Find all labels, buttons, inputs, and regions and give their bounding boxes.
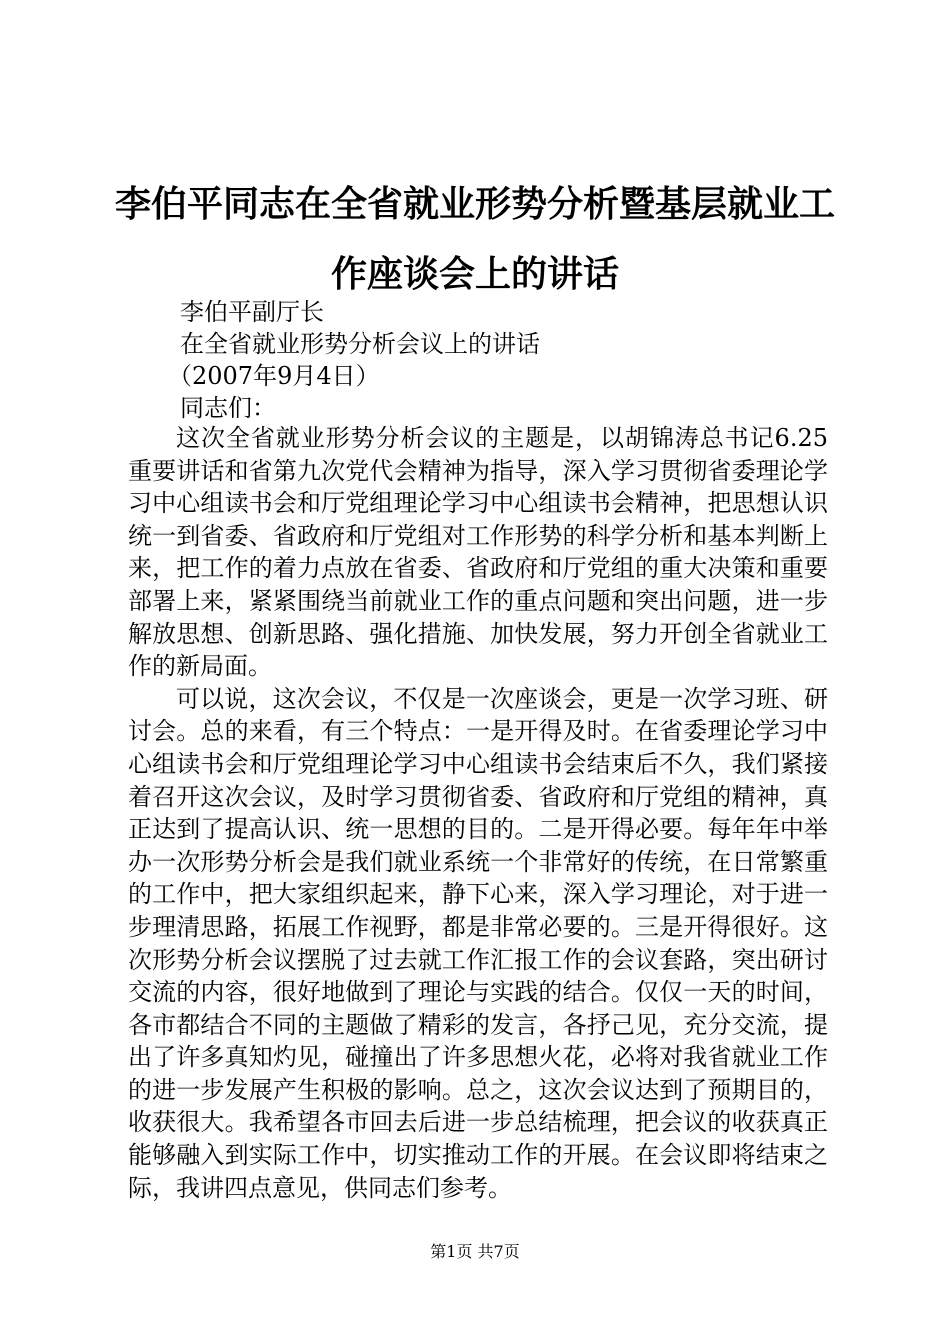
salutation: 同志们： xyxy=(180,394,276,422)
speech-date: （2007年9月4日） xyxy=(168,362,380,390)
speaker-name: 李伯平副厅长 xyxy=(180,298,324,326)
document-body xyxy=(128,422,828,1204)
title-line-2: 作座谈会上的讲话 xyxy=(330,254,619,295)
page-number-footer: 第1页 共7页 xyxy=(430,1242,520,1261)
document-meta xyxy=(168,296,860,424)
paragraph: 这次全省就业形势分析会议的主题是，以胡锦涛总书记6.25重要讲话和省第九次党代会精神为指导，深入学习贯彻省委理论学习中心组读书会和厅党组理论学习中心组读书会精神，把思想认识统一到省委、省政府和厅党组对工作形势的科学分析和基本判断上来，把工作的着力点放在省委、省政府和厅党组的重大决策和重要部署上来，紧紧围绕当前就业工作的重点问题和突出问题，进一步解放思想、创新思路、强化措施、加快发展，努力开创全省就业工作的新局面。 xyxy=(128,424,828,681)
title-line-1: 李伯平同志在全省就业形势分析暨基层就业工 xyxy=(114,184,835,225)
paragraph: 可以说，这次会议，不仅是一次座谈会，更是一次学习班、研讨会。总的来看，有三个特点：一是开得及时。在省委理论学习中心组读书会和厅党组理论学习中心组读书会结束后不久，我们紧接着召开这次会议，及时学习贯彻省委、省政府和厅党组的精神，真正达到了提高认识、统一思想的目的。二是开得必要。每年年中举办一次形势分析会是我们就业系统一个非常好的传统，在日常繁重的工作中，把大家组织起来，静下心来，深入学习理论，对于进一步理清思路，拓展工作视野，都是非常必要的。三是开得很好。这次形势分析会议摆脱了过去就工作汇报工作的会议套路，突出研讨交流的内容，很好地做到了理论与实践的结合。仅仅一天的时间，各市都结合不同的主题做了精彩的发言，各抒己见，充分交流，提出了许多真知灼见，碰撞出了许多思想火花，必将对我省就业工作的进一步发展产生积极的影响。总之，这次会议达到了预期目的，收获很大。我希望各市回去后进一步总结梳理，把会议的收获真正能够融入到实际工作中，切实推动工作的开展。在会议即将结束之际，我讲四点意见，供同志们参考。 xyxy=(128,684,828,1202)
speech-subtitle: 在全省就业形势分析会议上的讲话 xyxy=(180,330,540,358)
document-title xyxy=(100,170,850,310)
